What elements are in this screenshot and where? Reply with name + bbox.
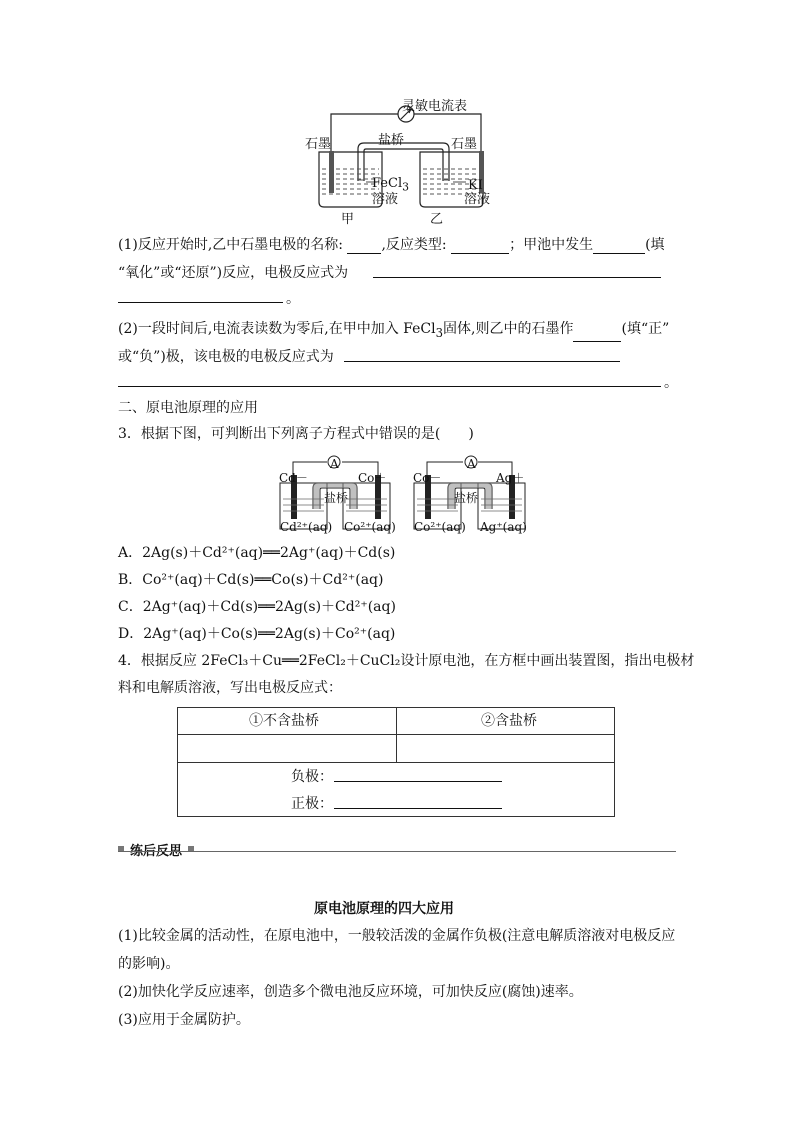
reflection-item-1-line-2: 的影响)。 bbox=[118, 956, 180, 972]
q3-right-cell-left-solution: Co²⁺(aq) bbox=[414, 520, 466, 534]
question-2-line-2 bbox=[118, 348, 334, 366]
q3-right-cell-right-sign: ＋ bbox=[512, 471, 525, 485]
q2-equation-line-2[interactable] bbox=[118, 386, 661, 387]
q1-line2-prefix: “氧化”或“还原”)反应，电极反应式为 bbox=[118, 265, 349, 281]
question-3-stem: 3．根据下图，可判断出下列离子方程式中错误的是( ) bbox=[118, 426, 474, 442]
q3-left-cell-right-label bbox=[358, 469, 386, 487]
reflection-item-2: (2)加快化学反应速率，创造多个微电池反应环境，可加快反应(腐蚀)速率。 bbox=[118, 984, 583, 1000]
q3-left-cell-left-label bbox=[279, 469, 308, 487]
q2-middle: 固体,则乙中的石墨作 bbox=[443, 321, 574, 337]
q3-left-cell-left-metal: Cd bbox=[279, 471, 296, 485]
q2-equation-line-1[interactable] bbox=[344, 361, 620, 362]
left-vessel-label: 甲 bbox=[341, 212, 355, 227]
positive-electrode-answer-line[interactable] bbox=[334, 808, 502, 809]
q2-suffix: (填“正” bbox=[621, 321, 670, 337]
left-solution-subscript: 3 bbox=[402, 180, 409, 194]
q3-right-cell-bridge: 盐桥 bbox=[454, 491, 479, 505]
reflection-separator bbox=[118, 851, 676, 852]
q3-option-d: D．2Ag⁺(aq)＋Co(s)══2Ag(s)＋Co²⁺(aq) bbox=[118, 626, 396, 642]
q3-left-cell-right-metal: Co bbox=[358, 471, 375, 485]
right-solution-label: KI bbox=[468, 178, 483, 193]
q3-right-cell-right-metal: Ag bbox=[496, 471, 513, 485]
section-2-title: 二、原电池原理的应用 bbox=[118, 400, 258, 416]
q1-reaction-kind-blank[interactable] bbox=[593, 239, 645, 254]
positive-electrode-label: 正极： bbox=[291, 796, 333, 812]
q3-left-cell-meter: A bbox=[330, 457, 339, 471]
q2-subscript: 3 bbox=[435, 325, 444, 340]
negative-electrode-label: 负极： bbox=[291, 769, 333, 785]
question-1-line-1 bbox=[118, 236, 665, 254]
reflection-item-1-line-1: (1)比较金属的活动性，在原电池中，一般较活泼的金属作负极(注意电解质溶液对电极反应 bbox=[118, 928, 676, 944]
q3-option-b: B．Co²⁺(aq)＋Cd(s)══Co(s)＋Cd²⁺(aq) bbox=[118, 572, 384, 588]
reflection-label: 练后反思 bbox=[130, 844, 183, 859]
q3-left-cell-left-solution: Cd²⁺(aq) bbox=[280, 520, 333, 534]
q3-left-cell-bridge: 盐桥 bbox=[324, 491, 349, 505]
question-4-line-2: 料和电解质溶液，写出电极反应式： bbox=[118, 680, 342, 696]
reflection-title: 原电池原理的四大应用 bbox=[314, 901, 454, 917]
q1-electrode-name-blank[interactable] bbox=[347, 239, 381, 254]
q3-right-cell-left-sign: － bbox=[429, 471, 442, 485]
answer-table-divider bbox=[396, 708, 397, 763]
q3-left-cell-left-sign: － bbox=[295, 471, 308, 485]
table-header-no-bridge: ①不含盐桥 bbox=[249, 713, 319, 729]
q3-right-cell-meter: A bbox=[467, 457, 476, 471]
q2-electrode-blank[interactable] bbox=[573, 327, 621, 342]
negative-electrode-answer-line[interactable] bbox=[334, 781, 502, 782]
left-solution-formula: FeCl bbox=[372, 176, 403, 191]
salt-bridge-label: 盐桥 bbox=[378, 133, 405, 148]
q1-equation-line-1[interactable] bbox=[373, 277, 661, 278]
left-electrode-label: 石墨 bbox=[305, 137, 332, 152]
question-2-line-1 bbox=[118, 320, 669, 342]
q3-left-cell-right-sign: ＋ bbox=[374, 471, 387, 485]
question-4-line-1: 4．根据反应 2FeCl₃＋Cu══2FeCl₂＋CuCl₂设计原电池，在方框中画出装置图，指出电极材 bbox=[118, 653, 695, 669]
table-header-with-bridge: ②含盐桥 bbox=[481, 713, 537, 729]
q3-right-cell-right-label bbox=[496, 469, 524, 487]
q1-end-mark: 。 bbox=[286, 291, 300, 307]
q3-right-cell-left-label bbox=[413, 469, 441, 487]
right-solution-text: 溶液 bbox=[464, 192, 491, 207]
q1-equation-line-2[interactable] bbox=[118, 302, 283, 303]
q1-reaction-type-blank[interactable] bbox=[451, 239, 509, 254]
right-vessel-label: 乙 bbox=[430, 212, 444, 227]
right-electrode-label: 石墨 bbox=[451, 137, 478, 152]
q2-end-mark: 。 bbox=[664, 375, 678, 391]
answer-table bbox=[177, 707, 615, 817]
q1-prefix: (1)反应开始时,乙中石墨电极的名称: bbox=[118, 237, 348, 253]
q3-option-a: A．2Ag(s)＋Cd²⁺(aq)══2Ag⁺(aq)＋Cd(s) bbox=[118, 545, 396, 561]
meter-label: 灵敏电流表 bbox=[402, 99, 468, 114]
q1-middle-1: ,反应类型: bbox=[381, 237, 452, 253]
q3-left-cell-right-solution: Co²⁺(aq) bbox=[344, 520, 396, 534]
q1-middle-2: ；甲池中发生 bbox=[509, 237, 594, 253]
left-solution-text: 溶液 bbox=[372, 192, 399, 207]
q3-option-c: C．2Ag⁺(aq)＋Cd(s)══2Ag(s)＋Cd²⁺(aq) bbox=[118, 599, 396, 615]
q2-line2-prefix: 或“负”)极，该电极的电极反应式为 bbox=[118, 349, 334, 365]
q3-right-cell-left-metal: Co bbox=[413, 471, 430, 485]
reflection-item-3: (3)应用于金属防护。 bbox=[118, 1012, 250, 1028]
question-1-line-2 bbox=[118, 264, 348, 282]
q2-prefix: (2)一段时间后,电流表读数为零后,在甲中加入 FeCl bbox=[118, 321, 436, 337]
q3-right-cell-right-solution: Ag⁺(aq) bbox=[480, 520, 527, 534]
q1-suffix-1: (填 bbox=[645, 237, 665, 253]
